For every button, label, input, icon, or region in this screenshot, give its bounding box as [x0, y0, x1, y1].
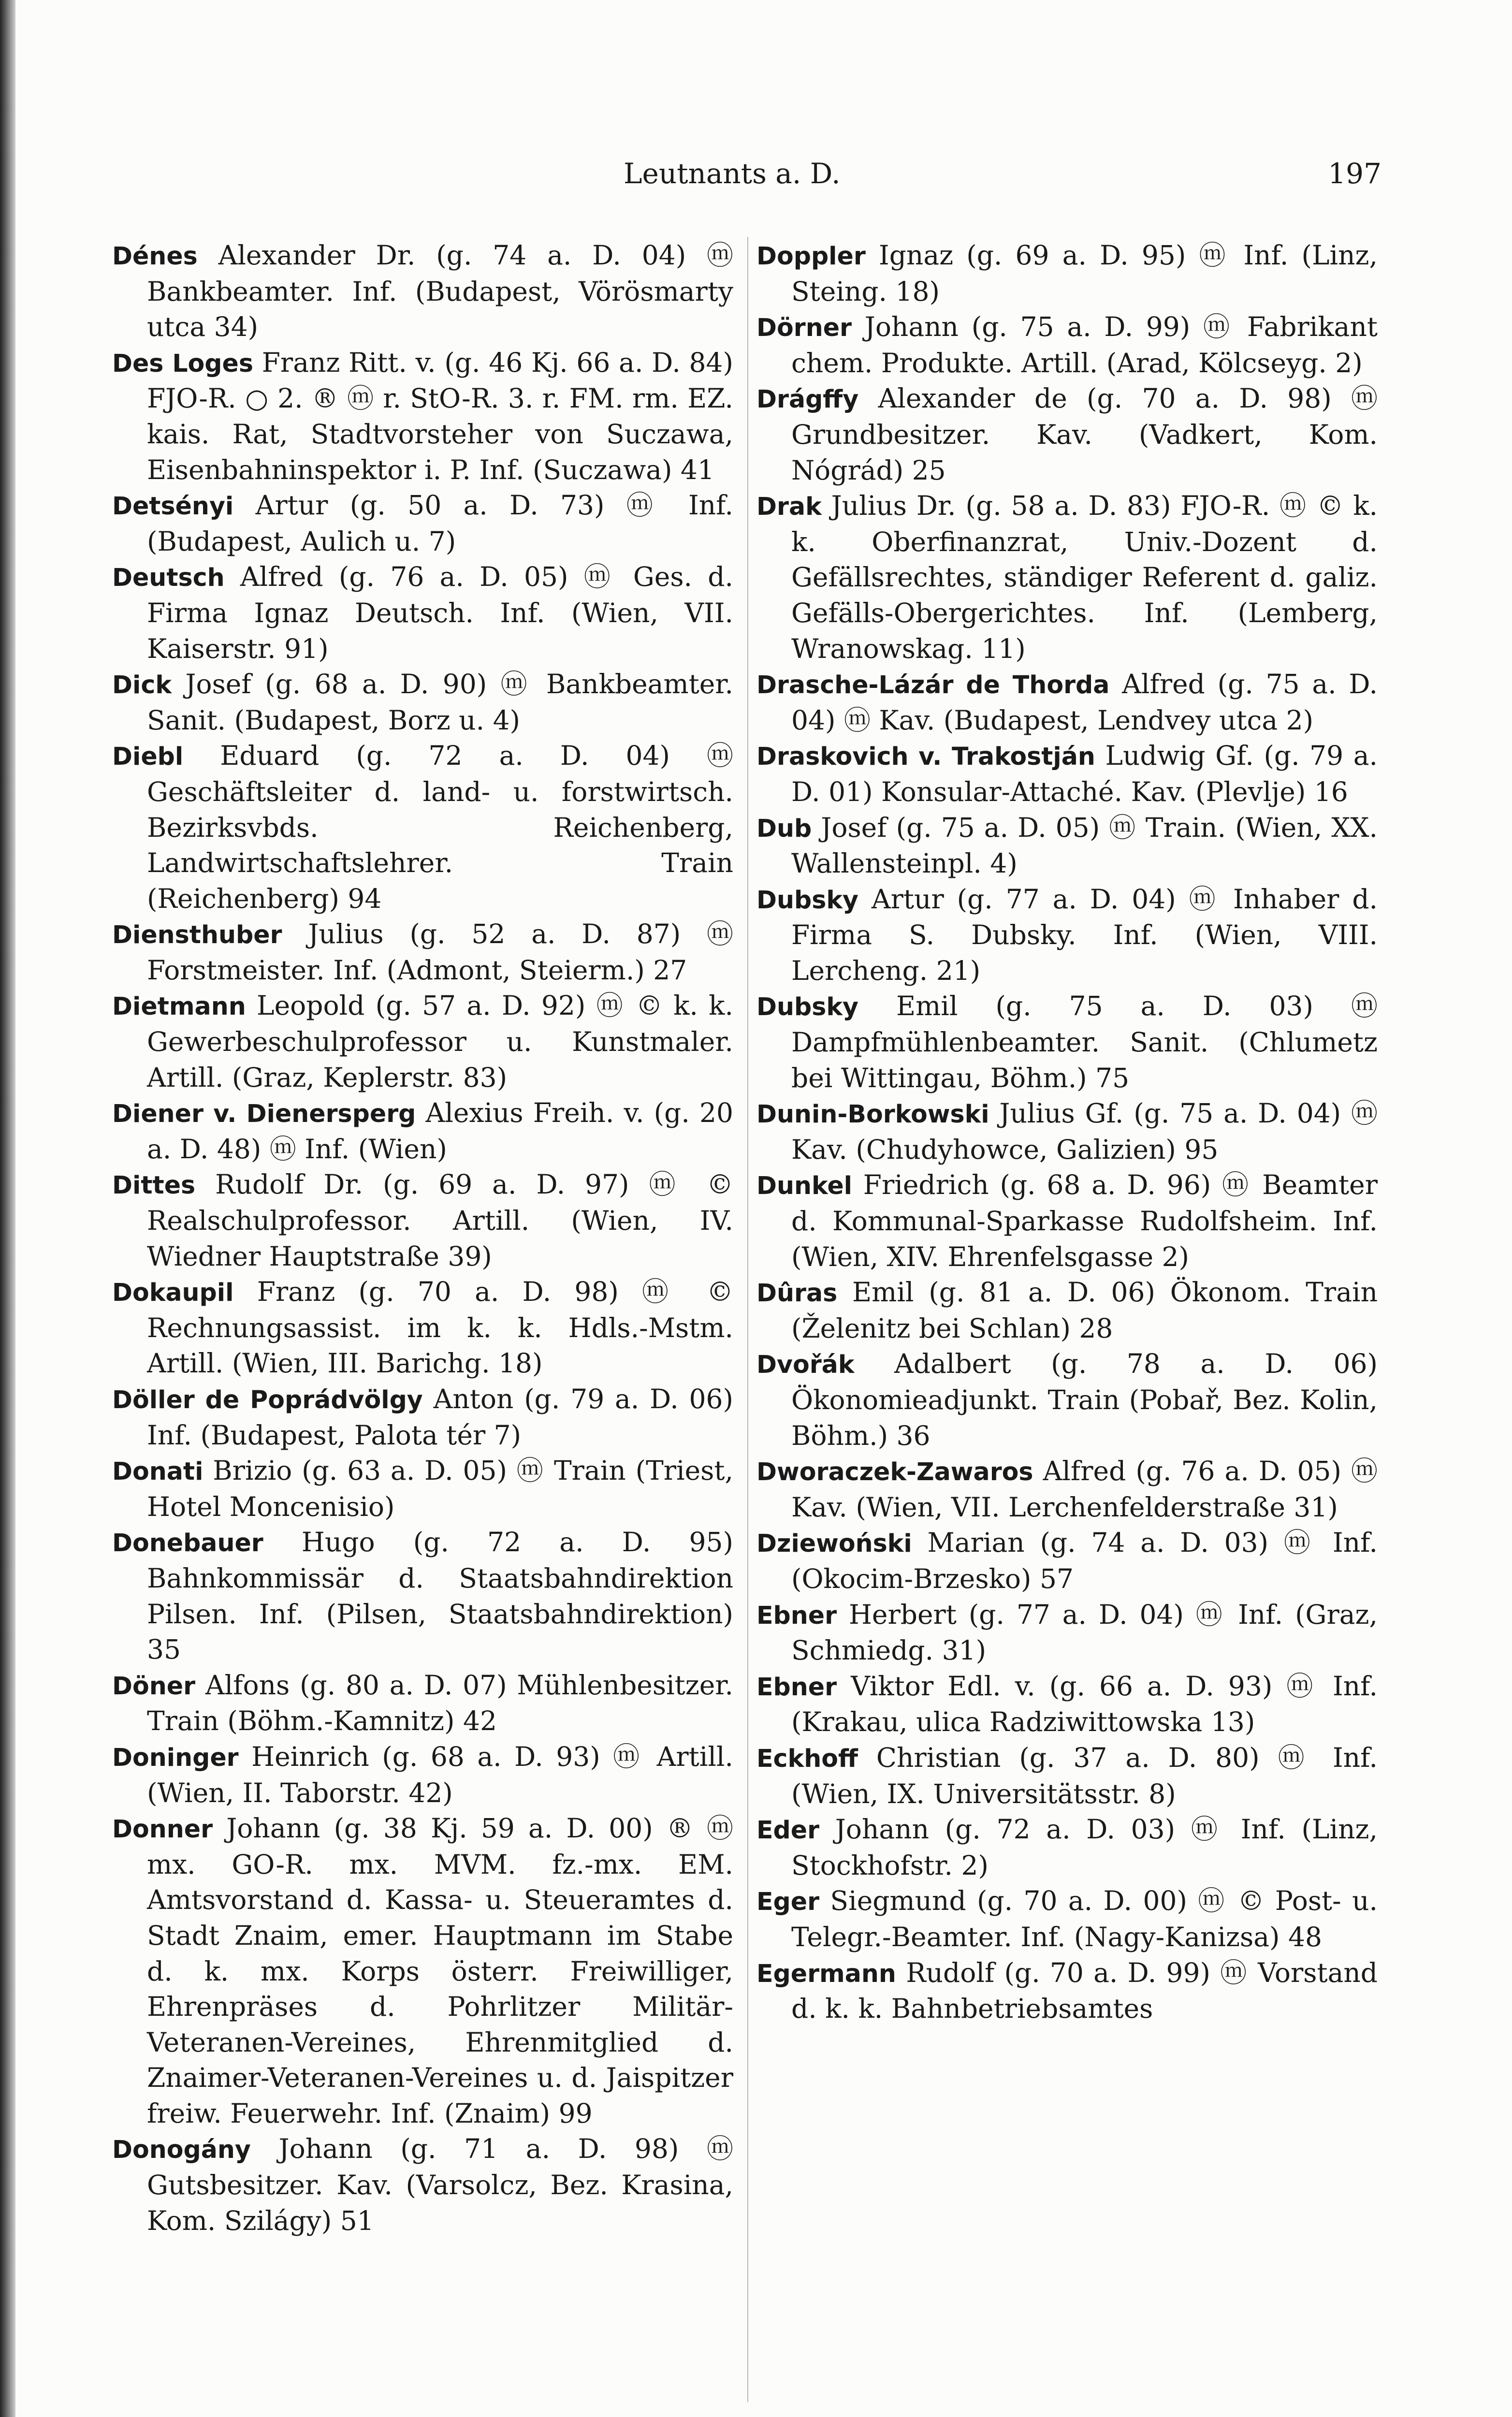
entry-name: Egermann — [756, 1959, 896, 1988]
entry-text: Anton (g. 79 a. D. 06) Inf. (Budapest, Palota tér 7) — [147, 1383, 733, 1451]
directory-entry — [112, 1525, 733, 1667]
entry-name: Döller de Poprádvölgy — [112, 1385, 423, 1414]
right-column — [756, 238, 1378, 2027]
entry-name: Dörner — [756, 313, 852, 342]
directory-entry — [756, 1525, 1378, 1597]
entry-name: Drasche-Lázár de Thorda — [756, 670, 1110, 699]
entry-text: Alfred (g. 76 a. D. 05) ⓜ Ges. d. Firma Ignaz Deutsch. Inf. (Wien, VII. Kaiserstr. 91) — [147, 561, 733, 664]
directory-entry — [756, 1096, 1378, 1167]
entry-text: Emil (g. 81 a. D. 06) Ökonom. Train (Želenitz bei Schlan) 28 — [791, 1277, 1378, 1344]
entry-name: Dick — [112, 670, 172, 699]
directory-entry — [756, 381, 1378, 488]
entry-text: Johann (g. 75 a. D. 99) ⓜ Fabrikant chem. Produkte. Artill. (Arad, Kölcseyg. 2) — [791, 311, 1378, 379]
entry-text: Julius Gf. (g. 75 a. D. 04) ⓜ Kav. (Chudyhowce, Galizien) 95 — [791, 1098, 1378, 1165]
entry-name: Dvořák — [756, 1350, 855, 1379]
directory-entry — [756, 1669, 1378, 1740]
entry-text: Brizio (g. 63 a. D. 05) ⓜ Train (Triest, Hotel Moncenisio) — [147, 1455, 733, 1522]
directory-entry — [756, 989, 1378, 1096]
entry-text: Johann (g. 38 Kj. 59 a. D. 00) ® ⓜ mx. GO-R. mx. MVM. fz.-mx. EM. Amtsvorstand d. Kassa- u. Steueramtes d. Stadt Znaim, emer. Hauptmann im Stabe d. k. mx. Korps österr. Freiwilliger, Ehrenpräses d. Pohrlitzer Militär-Veteranen-Vereines, Ehrenmitglied d. Znaimer-Veteranen-Vereines u. d. Jaispitzer freiw. Feuerwehr. Inf. (Znaim) 99 — [147, 1813, 733, 2129]
entry-text: Emil (g. 75 a. D. 03) ⓜ Dampfmühlenbeamter. Sanit. (Chlumetz bei Wittingau, Böhm.) 75 — [791, 990, 1378, 1093]
directory-entry — [756, 667, 1378, 738]
directory-entry — [756, 1955, 1378, 2027]
entry-name: Dubsky — [756, 992, 858, 1021]
entry-text: Artur (g. 50 a. D. 73) ⓜ Inf. (Budapest, Aulich u. 7) — [147, 490, 733, 557]
entry-name: Donebauer — [112, 1529, 263, 1558]
entry-name: Drak — [756, 492, 822, 521]
entry-name: Ebner — [756, 1672, 837, 1701]
directory-entry — [756, 1167, 1378, 1275]
directory-entry — [756, 238, 1378, 309]
directory-entry — [756, 1454, 1378, 1525]
entry-text: Alfred (g. 75 a. D. 04) ⓜ Kav. (Budapest, Lendvey utca 2) — [791, 669, 1378, 736]
entry-name: Des Loges — [112, 349, 253, 378]
entry-name: Deutsch — [112, 563, 225, 592]
directory-entry — [756, 1597, 1378, 1669]
entry-name: Dub — [756, 814, 812, 843]
entry-name: Drágffy — [756, 385, 859, 414]
column-divider — [747, 237, 748, 2402]
directory-entry — [112, 667, 733, 738]
running-title: Leutnants a. D. — [624, 157, 841, 190]
entry-name: Dénes — [112, 242, 198, 270]
entry-text: Herbert (g. 77 a. D. 04) ⓜ Inf. (Graz, Schmiedg. 31) — [791, 1599, 1378, 1666]
entry-text: Alfred (g. 76 a. D. 05) ⓜ Kav. (Wien, VII. Lerchenfelderstraße 31) — [791, 1456, 1378, 1523]
entry-text: Josef (g. 68 a. D. 90) ⓜ Bankbeamter. Sanit. (Budapest, Borz u. 4) — [147, 669, 734, 736]
entry-name: Donner — [112, 1815, 213, 1844]
entry-name: Dokaupil — [112, 1278, 234, 1307]
directory-entry — [112, 1382, 733, 1453]
directory-entry — [112, 738, 733, 917]
directory-entry — [112, 917, 733, 988]
directory-entry — [756, 810, 1378, 882]
directory-entry — [112, 1095, 733, 1167]
page-number: 197 — [1328, 157, 1381, 190]
directory-entry — [112, 1739, 733, 1811]
directory-entry — [756, 738, 1378, 810]
directory-entry — [112, 1274, 733, 1382]
entry-name: Dunin-Borkowski — [756, 1100, 989, 1129]
entry-text: Ignaz (g. 69 a. D. 95) ⓜ Inf. (Linz, Steing. 18) — [791, 240, 1378, 307]
directory-entry — [756, 1740, 1378, 1812]
directory-entry — [756, 488, 1378, 667]
entry-text: Julius (g. 52 a. D. 87) ⓜ Forstmeister. Inf. (Admont, Steierm.) 27 — [147, 918, 734, 986]
entry-name: Detsényi — [112, 492, 234, 521]
left-column — [112, 238, 733, 2239]
entry-text: Leopold (g. 57 a. D. 92) ⓜ © k. k. Gewerbeschulprofessor u. Kunstmaler. Artill. (Graz, Keplerstr. 83) — [147, 990, 733, 1093]
entry-text: Franz (g. 70 a. D. 98) ⓜ © Rechnungsassist. im k. k. Hdls.-Mstm. Artill. (Wien, III. Barichg. 18) — [147, 1276, 733, 1379]
entry-name: Draskovich v. Trakostján — [756, 742, 1095, 771]
entry-text: Rudolf (g. 70 a. D. 99) ⓜ Vorstand d. k. k. Bahnbetriebsamtes — [791, 1957, 1378, 2024]
entry-name: Donogány — [112, 2135, 251, 2164]
directory-entry — [112, 238, 733, 345]
entry-name: Dworaczek-Zawaros — [756, 1457, 1033, 1486]
entry-name: Eger — [756, 1887, 820, 1916]
entry-text: Christian (g. 37 a. D. 80) ⓜ Inf. (Wien, IX. Universitätsstr. 8) — [791, 1742, 1378, 1809]
directory-entry — [756, 309, 1378, 381]
entry-text: Alexander de (g. 70 a. D. 98) ⓜ Grundbesitzer. Kav. (Vadkert, Kom. Nógrád) 25 — [791, 383, 1378, 486]
entry-name: Dietmann — [112, 992, 246, 1021]
entry-text: Josef (g. 75 a. D. 05) ⓜ Train. (Wien, XX. Wallensteinpl. 4) — [791, 812, 1378, 879]
directory-entry — [756, 1812, 1378, 1883]
entry-text: Marian (g. 74 a. D. 03) ⓜ Inf. (Okocim-Brzesko) 57 — [791, 1527, 1378, 1594]
directory-entry — [112, 1167, 733, 1274]
entry-text: Friedrich (g. 68 a. D. 96) ⓜ Beamter d. Kommunal-Sparkasse Rudolfsheim. Inf. (Wien, XIV. Ehrenfelsgasse 2) — [791, 1169, 1378, 1272]
entry-text: Johann (g. 71 a. D. 98) ⓜ Gutsbesitzer. Kav. (Varsolcz, Bez. Krasina, Kom. Szilágy) 51 — [147, 2133, 734, 2236]
directory-entry — [756, 882, 1378, 989]
entry-text: Julius Dr. (g. 58 a. D. 83) FJO-R. ⓜ © k. k. Oberfinanzrat, Univ.-Dozent d. Gefällsrechtes, ständiger Referent d. galiz. Gefälls-Obergerichtes. Inf. (Lemberg, Wranowskag. 11) — [791, 490, 1378, 664]
entry-text: Johann (g. 72 a. D. 03) ⓜ Inf. (Linz, Stockhofstr. 2) — [791, 1814, 1378, 1881]
entry-text: Franz Ritt. v. (g. 46 Kj. 66 a. D. 84) FJO-R. ○ 2. ® ⓜ r. StO-R. 3. r. FM. rm. EZ. kais. Rat, Stadtvorsteher von Suczawa, Eisenbahninspektor i. P. Inf. (Suczawa) 41 — [147, 347, 734, 485]
entry-text: Alexius Freih. v. (g. 20 a. D. 48) ⓜ Inf. (Wien) — [147, 1097, 733, 1165]
directory-entry — [756, 1275, 1378, 1346]
entry-name: Döner — [112, 1671, 196, 1700]
entry-text: Adalbert (g. 78 a. D. 06) Ökonomieadjunkt. Train (Pobař, Bez. Kolin, Böhm.) 36 — [791, 1348, 1378, 1451]
entry-text: Siegmund (g. 70 a. D. 00) ⓜ © Post- u. Telegr.-Beamter. Inf. (Nagy-Kanizsa) 48 — [791, 1885, 1378, 1952]
entry-name: Doninger — [112, 1743, 239, 1772]
entry-text: Rudolf Dr. (g. 69 a. D. 97) ⓜ © Realschulprofessor. Artill. (Wien, IV. Wiedner Hauptstraße 39) — [147, 1169, 734, 1272]
entry-name: Donati — [112, 1457, 204, 1486]
entry-text: Viktor Edl. v. (g. 66 a. D. 93) ⓜ Inf. (Krakau, ulica Radziwittowska 13) — [791, 1670, 1378, 1738]
entry-name: Ebner — [756, 1601, 837, 1630]
entry-name: Eckhoff — [756, 1744, 858, 1773]
entry-name: Dittes — [112, 1171, 196, 1200]
entry-text: Artur (g. 77 a. D. 04) ⓜ Inhaber d. Firma S. Dubsky. Inf. (Wien, VIII. Lercheng. 21) — [791, 883, 1378, 986]
directory-entry — [112, 1668, 733, 1739]
entry-name: Diebl — [112, 742, 184, 771]
page-edge-shadow — [0, 0, 15, 2417]
entry-name: Eder — [756, 1816, 820, 1845]
directory-entry — [756, 1346, 1378, 1454]
directory-entry — [112, 559, 733, 667]
directory-entry — [112, 345, 733, 488]
entry-text: Heinrich (g. 68 a. D. 93) ⓜ Artill. (Wien, II. Taborstr. 42) — [147, 1741, 734, 1808]
entry-text: Alexander Dr. (g. 74 a. D. 04) ⓜ Bankbeamter. Inf. (Budapest, Vörösmarty utca 34) — [147, 240, 733, 343]
entry-text: Hugo (g. 72 a. D. 95) Bahnkommissär d. Staatsbahndirektion Pilsen. Inf. (Pilsen, Staatsbahndirektion) 35 — [147, 1527, 734, 1665]
directory-entry — [112, 1811, 733, 2131]
directory-entry — [112, 988, 733, 1095]
entry-text: Eduard (g. 72 a. D. 04) ⓜ Geschäftsleiter d. land- u. forstwirtsch. Bezirksvbds. Reichenberg, Landwirtschaftslehrer. Train (Reichenberg) 94 — [147, 740, 734, 914]
entry-name: Dziewoński — [756, 1529, 912, 1558]
entry-name: Dubsky — [756, 885, 858, 914]
directory-entry — [112, 2131, 733, 2239]
directory-entry — [756, 1883, 1378, 1955]
entry-name: Diensthuber — [112, 920, 282, 949]
entry-text: Ludwig Gf. (g. 79 a. D. 01) Konsular-Attaché. Kav. (Plevlje) 16 — [791, 740, 1378, 807]
entry-name: Diener v. Dienersperg — [112, 1099, 416, 1128]
entry-text: Alfons (g. 80 a. D. 07) Mühlenbesitzer. Train (Böhm.-Kamnitz) 42 — [147, 1669, 734, 1737]
entry-name: Doppler — [756, 242, 866, 270]
directory-entry — [112, 488, 733, 559]
directory-entry — [112, 1453, 733, 1525]
entry-name: Dûras — [756, 1279, 838, 1308]
entry-name: Dunkel — [756, 1171, 852, 1200]
